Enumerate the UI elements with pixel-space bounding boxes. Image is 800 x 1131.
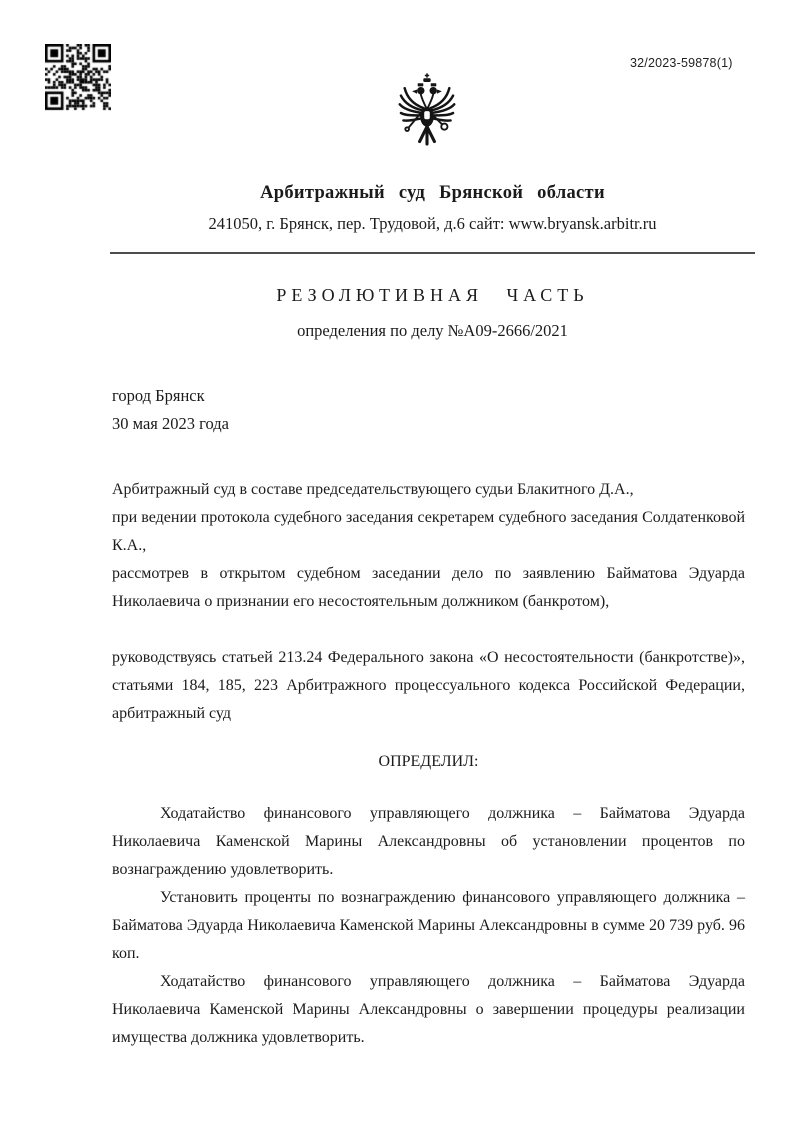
operative-paragraph: Ходатайство финансового управляющего должника – Байматова Эдуарда Николаевича Каменской Марины Александровны об установлении процентов по вознаграждению удовлетворить. bbox=[112, 805, 745, 878]
document-subtitle-case-number: определения по делу №А09-2666/2021 bbox=[297, 321, 568, 340]
coat-of-arms-icon bbox=[396, 72, 458, 154]
header-divider bbox=[110, 252, 755, 254]
operative-paragraph: Ходатайство финансового управляющего должника – Байматова Эдуарда Николаевича Каменской Марины Александровны о завершении процедуры реализации имущества должника удовлетворить. bbox=[112, 973, 745, 1046]
court-address: 241050, г. Брянск, пер. Трудовой, д.6 сайт: www.bryansk.arbitr.ru bbox=[208, 214, 657, 233]
document-body bbox=[112, 476, 745, 1052]
document-number: 32/2023-59878(1) bbox=[630, 56, 733, 70]
preamble-paragraph: Арбитражный суд в составе председательствующего судьи Блакитного Д.А., bbox=[112, 481, 634, 498]
resolution-heading: ОПРЕДЕЛИЛ: bbox=[378, 753, 479, 770]
preamble-paragraph: рассмотрев в открытом судебном заседании дело по заявлению Байматова Эдуарда Николаевича о признании его несостоятельным должником (банкротом), bbox=[112, 565, 745, 610]
city-label: город Брянск bbox=[112, 386, 205, 405]
court-name: Арбитражный суд Брянской области bbox=[260, 183, 605, 203]
operative-paragraph: Установить проценты по вознаграждению финансового управляющего должника – Байматова Эдуарда Николаевича Каменской Марины Александровны в сумме 20 739 руб. 96 коп. bbox=[112, 889, 745, 962]
title-block bbox=[110, 285, 755, 341]
qr-code bbox=[45, 44, 111, 112]
document-title: РЕЗОЛЮТИВНАЯ ЧАСТЬ bbox=[276, 285, 589, 305]
document-header bbox=[110, 183, 755, 234]
date-label: 30 мая 2023 года bbox=[112, 414, 229, 433]
preamble-paragraph: при ведении протокола судебного заседания секретарем судебного заседания Солдатенковой К.А., bbox=[112, 509, 745, 554]
preamble-paragraph: руководствуясь статьей 213.24 Федерального закона «О несостоятельности (банкротстве)», статьями 184, 185, 223 Арбитражного процессуального кодекса Российской Федерации, арбитражный суд bbox=[112, 649, 745, 722]
place-and-date bbox=[112, 382, 229, 438]
